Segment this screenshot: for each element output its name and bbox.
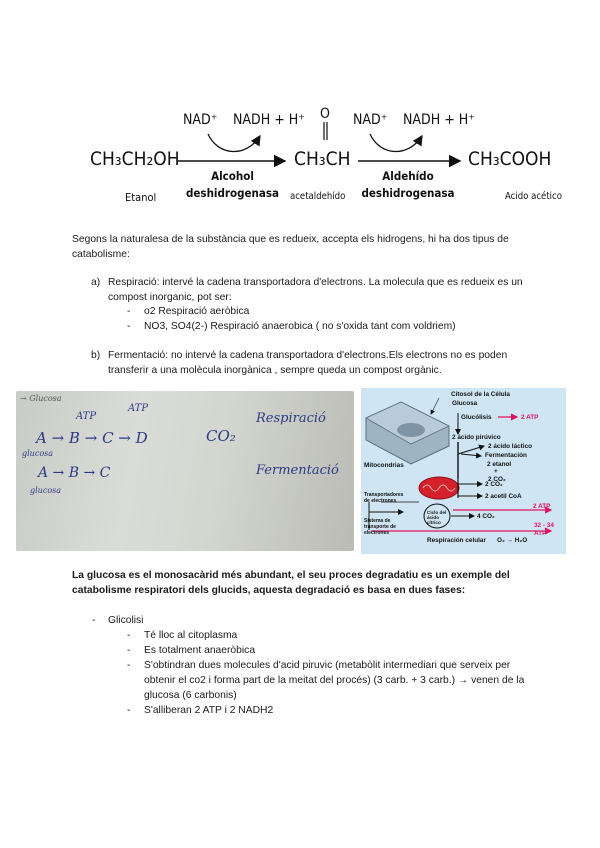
fig-respiracion: Respiración celular — [427, 537, 486, 544]
phase-item-dash: - — [127, 660, 131, 671]
wb-atp-2: ATP — [128, 403, 149, 414]
phase-item-atp: S'alliberan 2 ATP i 2 NADH2 — [144, 705, 274, 716]
nadh-label-2: NADH + H⁺ — [403, 112, 475, 128]
acetaldehyde-carbonyl: O — [320, 106, 330, 122]
phase-item-dash: - — [127, 645, 131, 656]
wb-glucosa-label: glucosa — [22, 449, 54, 458]
cofactor-curve-2 — [370, 134, 422, 152]
enzyme-1-line1: Alcohol — [211, 169, 254, 183]
metabolism-figure — [361, 388, 566, 554]
reaction-diagram — [90, 100, 570, 220]
type-b-marker: b) — [91, 350, 101, 361]
phase-item-location: Té lloc al citoplasma — [144, 630, 238, 641]
enzyme-1-line2: deshidrogenasa — [185, 186, 280, 200]
fig-citosol: Citosol de la Célula — [451, 391, 510, 398]
phase-item-dash: - — [127, 630, 131, 641]
fig-mitocondrias: Mitocondrias — [364, 462, 404, 469]
type-a-text: Respiració: intervé la cadena transportadora d'electrons. La molecula que es redueix es un compost inorganic, pot ser: — [108, 277, 523, 303]
acetaldehyde-formula: CH₃CH — [294, 148, 351, 170]
type-a-marker: a) — [91, 277, 101, 288]
phase-item-anaerobic: Es totalment anaeròbica — [144, 645, 256, 656]
nad-label-2: NAD⁺ — [353, 112, 388, 128]
wb-atp-1: ATP — [76, 411, 97, 422]
fig-atp-glucolisis: 2 ATP — [521, 414, 539, 421]
fig-acetil: 2 acetil CoA — [485, 493, 522, 500]
ethanol-formula: CH₃CH₂OH — [90, 148, 180, 170]
fig-atp-ciclo: 2 ATP — [533, 503, 551, 510]
enzyme-2-line2: deshidrogenasa — [361, 186, 455, 200]
fig-co2-ferm: 2 CO₂ — [488, 476, 506, 483]
fig-transportadores: Transportadores de electrones — [364, 492, 404, 504]
enzyme-2-line1: Aldehído — [382, 169, 434, 183]
wb-co2: CO₂ — [206, 427, 236, 445]
wb-glucosa-top: → Glucosa — [20, 394, 62, 403]
sub-item-aerobic: o2 Respiració aeròbica — [144, 306, 250, 317]
fig-ciclo: Ciclo del ácido cítrico — [427, 510, 447, 526]
enzyme-1 — [185, 168, 280, 202]
cofactor-curve-1 — [208, 134, 260, 152]
sub-item-dash: - — [127, 321, 131, 332]
acetic-acid-formula: CH₃COOH — [468, 148, 552, 170]
phase-item-pyruvic: S'obtindran dues molecules d'acid piruvic (metabòlit intermediari que serveix per obtenir el co2 i forma part de la meitat del procés) (3 carb. + 3 carb.) → venen de la glucosa (6 carbonis) — [144, 660, 525, 701]
fig-fermentacion: Fermentación — [485, 452, 527, 459]
fig-plus: + — [494, 468, 498, 475]
fig-co2-mito: 2 CO₂ — [485, 481, 503, 488]
wb-fermentacio: Fermentació — [256, 463, 339, 478]
fig-piruvico: 2 ácido pirúvico — [452, 434, 501, 441]
glucose-heading: La glucosa es el monosacàrid més abundant, el seu proces degradatiu es un exemple del catabolisme respiratori dels glucids, aquesta degradació es basa en dues fases: — [72, 570, 510, 596]
fig-co2-ciclo: 4 CO₂ — [477, 513, 495, 520]
fig-o2-h2o: O₂ → H₂O — [497, 537, 528, 544]
ethanol-name: Etanol — [125, 191, 157, 204]
acetic-acid-name: Acido acético — [505, 191, 562, 202]
sub-item-dash: - — [127, 306, 131, 317]
fig-atp-resp: 32 - 34 ATP — [534, 522, 554, 537]
whiteboard-photo — [16, 391, 354, 551]
nucleus-shape — [397, 423, 425, 437]
phase-item-dash: - — [127, 705, 131, 716]
intro-paragraph: Segons la naturalesa de la substància que es redueix, accepta els hidrogens, hi ha dos tipus de catabolisme: — [72, 234, 509, 260]
fig-glucolisis: Glucólisis — [461, 414, 492, 421]
wb-row-respiration: A → B → C → D — [36, 429, 148, 447]
nad-label-1: NAD⁺ — [183, 112, 218, 128]
acetaldehyde-name: acetaldehído — [290, 191, 346, 202]
wb-respiracio: Respiració — [256, 411, 326, 426]
wb-row-fermentation: A → B → C — [38, 465, 111, 481]
nadh-label-1: NADH + H⁺ — [233, 112, 305, 128]
phase-marker: - — [92, 615, 96, 626]
enzyme-2 — [358, 168, 458, 202]
sub-item-anaerobic: NO3, SO4(2-) Respiració anaerobica ( no s'oxida tant com voldriem) — [144, 321, 456, 332]
wb-glucosa-label-2: glucosa — [30, 486, 62, 495]
fig-glucosa: Glucosa — [452, 400, 478, 407]
fig-lactico: 2 ácido láctico — [488, 443, 533, 450]
fig-sistema: Sistema de transporte de electrones — [364, 518, 396, 536]
phase-title: Glicolisi — [108, 615, 144, 626]
type-b-text: Fermentació: no intervé la cadena transportadora d'electrons.Els electrons no es poden transferir a una molècula inorgànica , sempre queda un compost orgànic. — [108, 350, 508, 376]
fig-etanol: 2 etanol — [487, 461, 512, 468]
